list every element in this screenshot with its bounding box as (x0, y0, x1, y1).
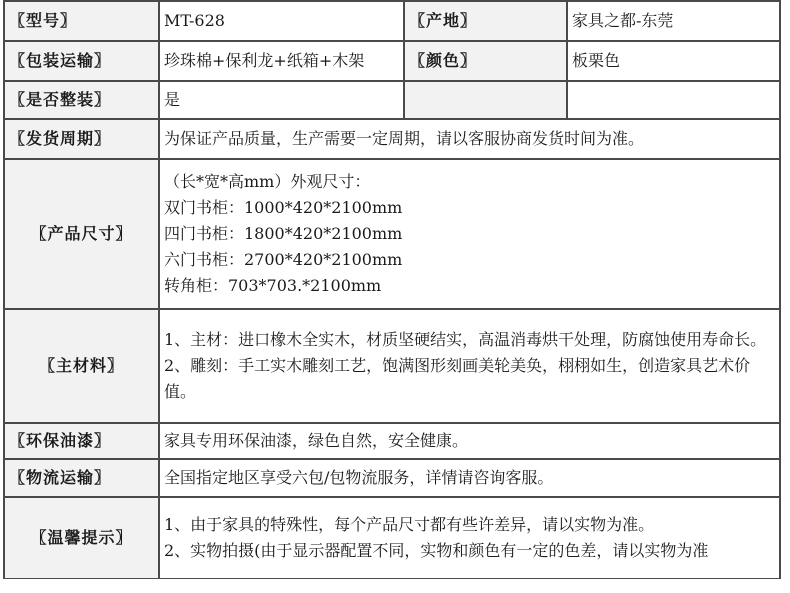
material-values (159, 309, 780, 423)
table-row (4, 119, 780, 159)
color-label: 〖颜色〗 (404, 41, 567, 81)
size-label: 〖产品尺寸〗 (4, 159, 159, 309)
assembled-value: 是 (159, 81, 404, 119)
color-value: 板栗色 (567, 41, 780, 81)
table-row (4, 309, 780, 423)
table-row (4, 81, 780, 119)
packaging-label: 〖包装运输〗 (4, 41, 159, 81)
size-values (159, 159, 780, 309)
packaging-value: 珍珠棉+保利龙+纸箱+木架 (159, 41, 404, 81)
model-value: MT-628 (159, 1, 404, 41)
tips-line: 1、由于家具的特殊性，每个产品尺寸都有些许差异，请以实物为准。 (164, 515, 655, 534)
tips-label: 〖温馨提示〗 (4, 497, 159, 579)
tips-line: 2、实物拍摄(由于显示器配置不同，实物和颜色有一定的色差，请以实物为准 (164, 541, 709, 560)
paint-label: 〖环保油漆〗 (4, 423, 159, 459)
table-row (4, 1, 780, 41)
tips-values (159, 497, 780, 579)
delivery-value: 为保证产品质量，生产需要一定周期，请以客服协商发货时间为准。 (159, 119, 780, 159)
origin-label: 〖产地〗 (404, 1, 567, 41)
table-row (4, 459, 780, 497)
table-row (4, 497, 780, 579)
table-row (4, 41, 780, 81)
size-line: 六门书柜：2700*420*2100mm (164, 250, 403, 269)
spec-table (3, 0, 781, 580)
table-row (4, 159, 780, 309)
origin-value: 家具之都-东莞 (567, 1, 780, 41)
logistics-value: 全国指定地区享受六包/包物流服务，详情请咨询客服。 (159, 459, 780, 497)
material-label: 〖主材料〗 (4, 309, 159, 423)
delivery-label: 〖发货周期〗 (4, 119, 159, 159)
logistics-label: 〖物流运输〗 (4, 459, 159, 497)
material-line: 2、雕刻：手工实木雕刻工艺，饱满图形刻画美轮美奂，栩栩如生，创造家具艺术价值。 (164, 356, 751, 401)
material-line: 1、主材：进口橡木全实木，材质坚硬结实，高温消毒烘干处理，防腐蚀使用寿命长。 (164, 330, 767, 349)
empty-cell (404, 81, 567, 119)
model-label: 〖型号〗 (4, 1, 159, 41)
empty-cell (567, 81, 780, 119)
size-line: 转角柜：703*703.*2100mm (164, 276, 382, 295)
size-line: （长*宽*高mm）外观尺寸： (164, 172, 371, 191)
table-row (4, 423, 780, 459)
size-line: 双门书柜：1000*420*2100mm (164, 198, 403, 217)
bottom-margin (0, 579, 790, 593)
paint-value: 家具专用环保油漆，绿色自然，安全健康。 (159, 423, 780, 459)
assembled-label: 〖是否整装〗 (4, 81, 159, 119)
size-line: 四门书柜：1800*420*2100mm (164, 224, 403, 243)
